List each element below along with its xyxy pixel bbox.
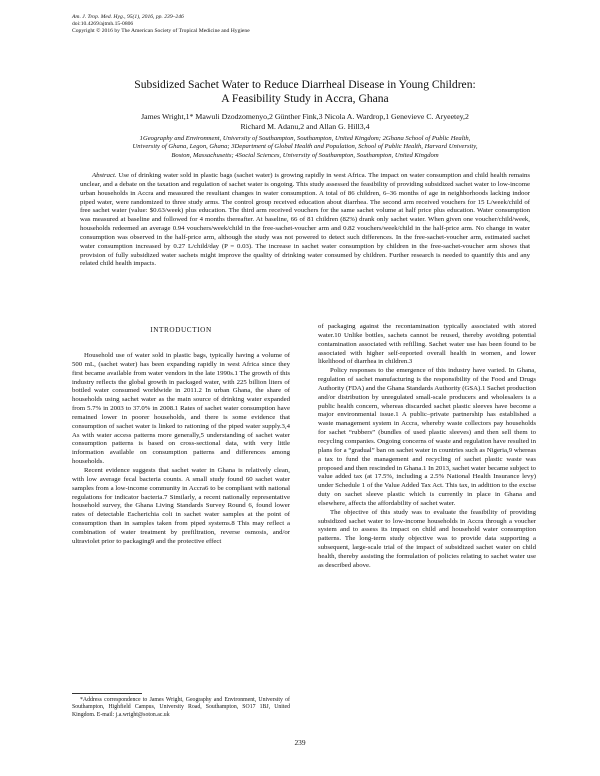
journal-info xyxy=(72,14,542,36)
affiliation-line-1: 1Geography and Environment, University of Southampton, Southampton, United Kingdom; 2Ghana School of Public Health, xyxy=(139,135,471,142)
affiliation-line-2: University of Ghana, Legon, Ghana; 3Department of Global Health and Population, School of Public Health, Harvard University, xyxy=(132,143,478,151)
intro-paragraph-5: The objective of this study was to evaluate the feasibility of providing subsidized sachet water to low-income households in Accra through a voucher system and to assess its impact on child and household water consumption patterns. The long-term study objective was to provide data supporting a subsequent, large-scale trial of the impact of subsidized sachet water on child health, thereby assisting the formulation of policies relating to sachet water use as described above. xyxy=(318,508,536,569)
right-column xyxy=(318,323,536,571)
paper-title xyxy=(80,78,530,107)
section-heading-introduction: INTRODUCTION xyxy=(150,326,212,334)
title-line-1: Subsidized Sachet Water to Reduce Diarrheal Disease in Young Children: xyxy=(134,78,476,91)
intro-paragraph-2: Recent evidence suggests that sachet water in Ghana is relatively clean, with low average fecal bacteria counts. A small study found 60 sachet water samples from a low-income community in Accra6 to be compliant with national regulations for indicator bacteria.7 Similarly, a recent nationally representative household survey, the Ghana Living Standards Survey Round 6, found lower rates of detectable Escherichia coli in sachet water samples at the point of consumption than in samples taken from piped systems.8 This may reflect a combination of water treatment by prefiltration, reverse osmosis, and/or ultraviolet prior to packaging9 and the protective effect xyxy=(72,466,290,545)
affiliations xyxy=(80,135,530,160)
intro-paragraph-4: Policy responses to the emergence of this industry have varied. In Ghana, regulation of sachet manufacturing is the responsibility of the Food and Drugs Authority (FDA) and the Ghana Standards Authority (GSA).1 Sachet production and/or distribution by unregulated small-scale producers and wholesalers is a public health concern, whereas discarded sachet plastic sleeves have become a major environmental issue.1 A public–private partnership has established a waste management system in Accra, whereby waste collectors pay households for sachet “rubbers” (bundles of used plastic sleeves) and then sell them to recycling companies. Ongoing concerns of waste and regulation have resulted in plans for a “gradual” ban on sachet water in countries such as Nigeria,9 whereas a tax to fund the management and recycling of sachet plastic waste was proposed and then rescinded in Ghana.1 In 2013, sachet water became subject to value added tax (at 17.5%, including a 2.5% National Health Insurance levy) under Schedule 1 of the Value Added Tax Act. This tax, in addition to the excise duty on sachet sleeve plastic which is currently in place in Ghana and elsewhere, affects the affordability of sachet water. xyxy=(318,367,536,507)
intro-paragraph-3: of packaging against the recontamination typically associated with stored water.10 Unlike bottles, sachets cannot be reused, thereby avoiding potential contamination associated with refilling. Sachet water use has been found to be associated with higher self-reported overall health in women, and lower likelihood of diarrhea in children.3 xyxy=(318,323,536,366)
footnote-divider xyxy=(72,693,142,694)
author-list xyxy=(80,112,530,132)
abstract-body: Use of drinking water sold in plastic bags (sachet water) is growing rapidly in west Africa. The impact on water consumption and child health remains unclear, and a debate on the taxation and regulation of sachet water is ongoing. This study assessed the feasibility of providing subsidized sachet water to low-income urban households in Accra and measured the resultant changes in water consumption. A total of 86 children, 6–36 months of age in neighborhoods lacking indoor piped water, were randomized to three study arms. The control group received education about diarrhea. The second arm received vouchers for 15 L/week/child of free sachet water (value: $0.63/week) plus education. The third arm received vouchers for the same sachet volume at half price plus education. Water consumption was measured at baseline and followed for 4 months thereafter. At baseline, 66 of 81 children (82%) drank only sachet water. When given one voucher/child/week, households redeemed an average 0.94 vouchers/week/child in the free-sachet-voucher arm and 0.82 vouchers/week/child in the half-price arm. No change in water consumption was observed in the half-price arm, although the study was not powered to detect such differences. In the free-sachet-voucher arm, estimated sachet water consumption increased by 0.27 L/child/day (P = 0.03). The increase in sachet water consumption by children in the free-sachet-voucher arm shows that provision of fully subsidized water sachets might improve the quality of drinking water consumed by children. Further research is needed to quantify this and any related child health impacts. xyxy=(80,172,530,268)
intro-paragraph-1: Household use of water sold in plastic bags, typically having a volume of 500 mL, (sachet water) has been expanding rapidly in west Africa since they first became available from water vendors in the late 1990s.1 The growth of this industry reflects the global growth in packaged water, with 225 billion liters of bottled water consumed worldwide in 2011.2 In urban Ghana, the share of households using sachet water as the main source of drinking water expanded from 5.7% in 2003 to 37.0% in 2008.1 Rates of sachet water consumption have remained lower in poorer households, and there is some evidence that consumption of sachet water is linked to rationing of the piped water supply.3,4 As with water access patterns more generally,5 understanding of sachet water consumption patterns is based on cross-sectional data, with very little information available on consumption patterns and differences among households. xyxy=(72,352,290,466)
journal-doi: doi:10.4269/ajtmh.15-0806 xyxy=(72,21,134,28)
authors-line-1: James Wright,1* Mawuli Dzodzomenyo,2 Günther Fink,3 Nicola A. Wardrop,1 Genevieve C. Aryeetey,2 xyxy=(141,112,469,121)
journal-citation: Am. J. Trop. Med. Hyg., 95(1), 2016, pp. 239–246 xyxy=(72,14,184,20)
authors-line-2: Richard M. Adanu,2 and Allan G. Hill3,4 xyxy=(240,122,370,131)
abstract xyxy=(80,172,530,269)
page-number: 239 xyxy=(294,738,306,747)
journal-copyright: Copyright © 2016 by The American Society of Tropical Medicine and Hygiene xyxy=(72,28,250,35)
correspondence-footnote: *Address correspondence to James Wright, Geography and Environment, University of Southampton, Highfield Campus, University Road, Southampton, SO17 1BJ, United Kingdom. E-mail: j.a.wright@soton.ac.uk xyxy=(72,697,290,718)
affiliation-line-3: Boston, Massachusetts; 4Social Sciences, University of Southampton, Southampton, United Kingdom xyxy=(171,151,439,159)
abstract-label: Abstract. xyxy=(92,172,117,179)
left-column xyxy=(72,352,290,547)
title-line-2: A Feasibility Study in Accra, Ghana xyxy=(221,92,389,106)
